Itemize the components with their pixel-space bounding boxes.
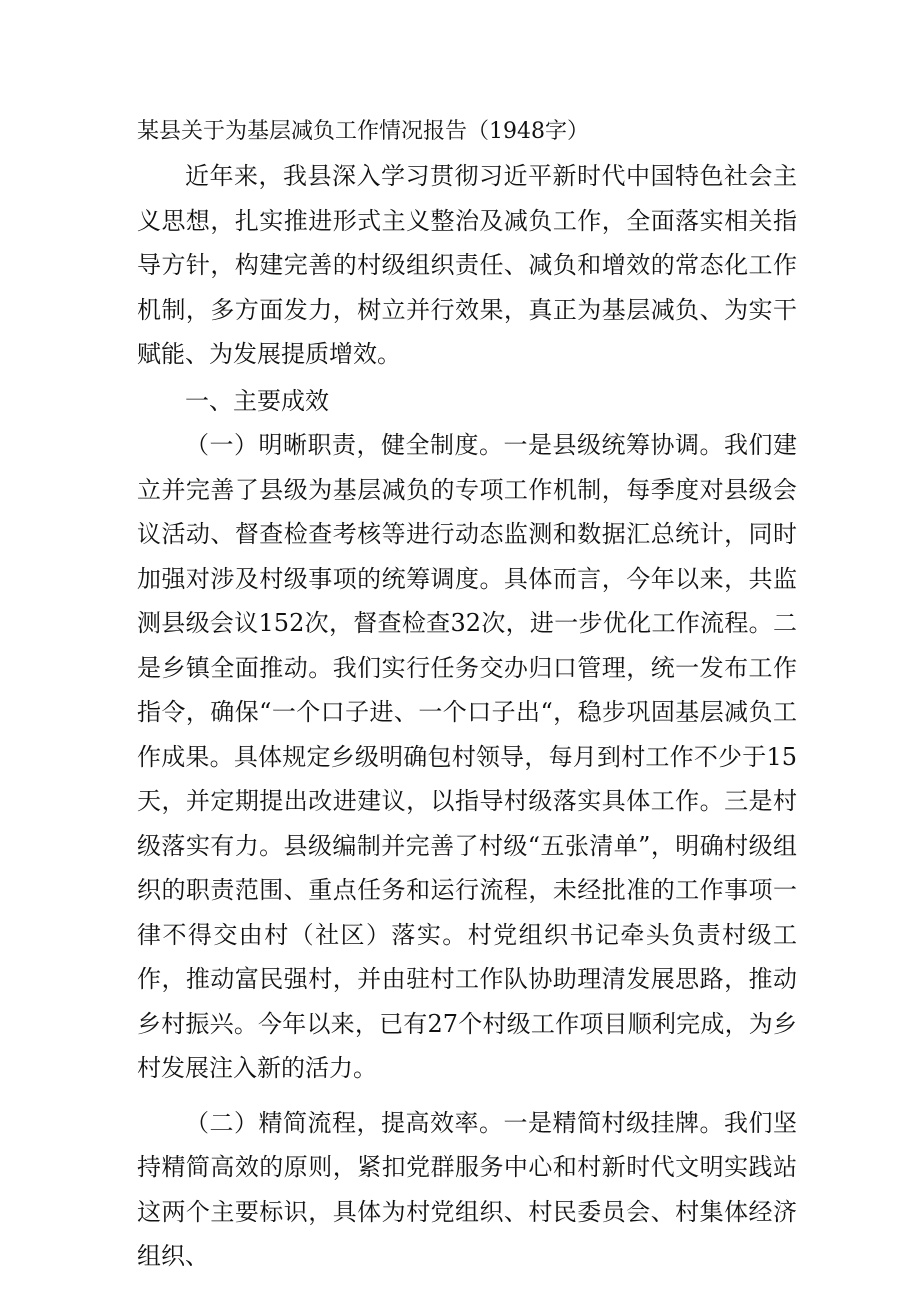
intro-paragraph: 近年来，我县深入学习贯彻习近平新时代中国特色社会主义思想，扎实推进形式主义整治及减负工作，全面落实相关指导方针，构建完善的村级组织责任、减负和增效的常态化工作机制，多方面发力，树立并行效果，真正为基层减负、为实干赋能、为发展提质增效。: [137, 162, 797, 368]
document-body: [137, 112, 797, 1279]
section-heading-main-results: 一、主要成效: [185, 386, 329, 415]
paragraph-streamline-process: （二）精简流程，提高效率。一是精简村级挂牌。我们坚持精简高效的原则，紧扣党群服务中心和村新时代文明实践站这两个主要标识，具体为村党组织、村民委员会、村集体经济组织、: [137, 1108, 797, 1270]
document-title: 某县关于为基层减负工作情况报告（1948字）: [137, 119, 589, 144]
paragraph-clarify-duties: （一）明晰职责，健全制度。一是县级统筹协调。我们建立并完善了县级为基层减负的专项工作机制，每季度对县级会议活动、督查检查考核等进行动态监测和数据汇总统计，同时加强对涉及村级事项的统筹调度。具体而言，今年以来，共监测县级会议152次，督查检查32次，进一步优化工作流程。二是乡镇全面推动。我们实行任务交办归口管理，统一发布工作指令，确保“一个口子进、一个口子出“，稳步巩固基层减负工作成果。具体规定乡级明确包村领导，每月到村工作不少于15天，并定期提出改进建议，以指导村级落实具体工作。三是村级落实有力。县级编制并完善了村级“五张清单”，明确村级组织的职责范围、重点任务和运行流程，未经批准的工作事项一律不得交由村（社区）落实。村党组织书记牵头负责村级工作，推动富民强村，并由驻村工作队协助理清发展思路，推动乡村振兴。今年以来，已有27个村级工作项目顺利完成，为乡村发展注入新的活力。: [137, 431, 797, 1082]
